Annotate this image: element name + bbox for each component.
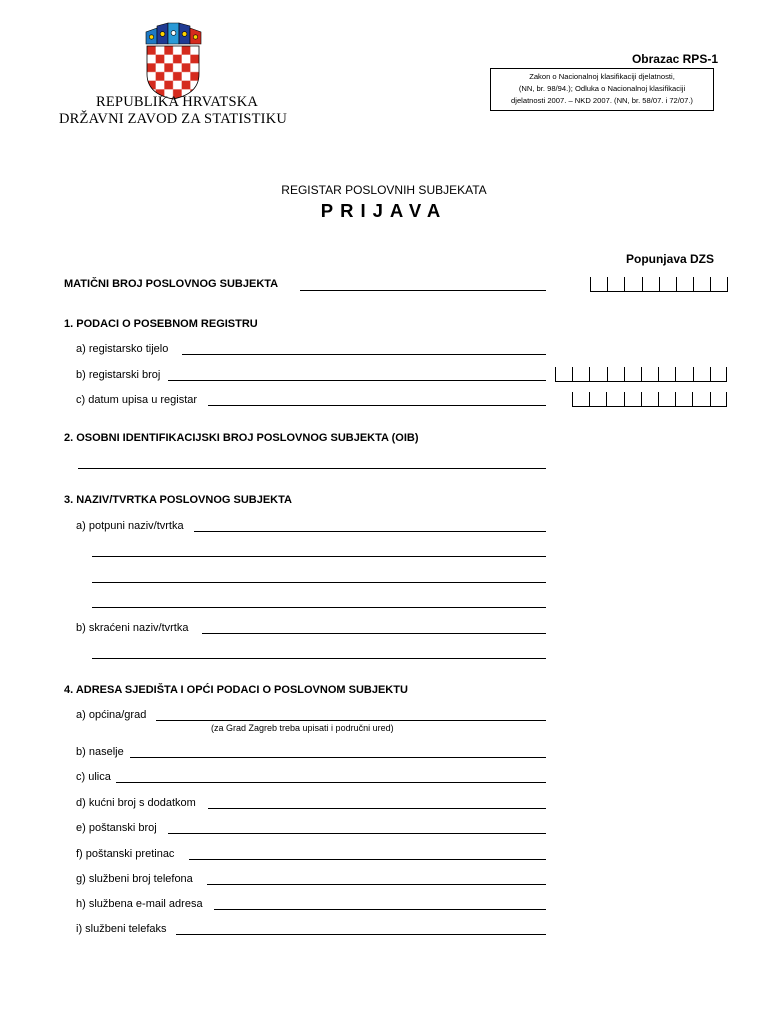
short-name-field[interactable] [202,633,546,634]
postal-code-label: e) poštanski broj [76,822,157,834]
municipality-field[interactable] [156,720,546,721]
house-number-label: d) kućni broj s dodatkom [76,797,196,809]
registry-number-boxes[interactable] [555,367,727,382]
registration-date-field[interactable] [208,405,546,406]
section-1-title: 1. PODACI O POSEBNOM REGISTRU [64,318,258,330]
crest-crown [146,23,201,44]
full-name-field[interactable] [194,531,546,532]
oib-field[interactable] [78,468,546,469]
register-title: REGISTAR POSLOVNIH SUBJEKATA [281,183,487,197]
legal-line: djelatnosti 2007. – NKD 2007. (NN, br. 58/07. i 72/07.) [511,96,693,105]
legal-line: (NN, br. 98/94.); Odluka o Nacionalnoj klasifikaciji [518,84,686,93]
registry-number-field[interactable] [168,380,546,381]
email-field[interactable] [214,909,546,910]
full-name-field-line-2[interactable] [92,556,546,557]
full-name-field-line-3[interactable] [92,582,546,583]
org-name-line1: REPUBLIKA HRVATSKA [96,94,259,110]
po-box-label: f) poštanski pretinac [76,848,175,860]
registration-number-boxes[interactable] [590,277,728,292]
short-name-field-line-2[interactable] [92,658,546,659]
settlement-label: b) naselje [76,746,124,758]
form-code: Obrazac RPS-1 [631,52,718,66]
email-label: h) službena e-mail adresa [76,898,203,910]
registration-date-label: c) datum upisa u registar [76,394,198,406]
municipality-hint: (za Grad Zagreb treba upisati i područni ured) [211,723,394,733]
section-2-title: 2. OSOBNI IDENTIFIKACIJSKI BROJ POSLOVNOG SUBJEKTA (OIB) [64,432,419,444]
fax-field[interactable] [176,934,546,935]
registration-number-label: MATIČNI BROJ POSLOVNOG SUBJEKTA [64,278,279,290]
street-field[interactable] [116,782,546,783]
house-number-field[interactable] [208,808,546,809]
registry-body-label: a) registarsko tijelo [76,343,169,355]
street-label: c) ulica [76,771,111,783]
registry-number-label: b) registarski broj [76,369,161,381]
section-3-title: 3. NAZIV/TVRTKA POSLOVNOG SUBJEKTA [64,494,292,506]
phone-field[interactable] [207,884,546,885]
registration-number-field[interactable] [300,290,546,291]
section-4-title: 4. ADRESA SJEDIŠTA I OPĆI PODACI O POSLOVNOM SUBJEKTU [64,684,408,696]
phone-label: g) službeni broj telefona [76,873,193,885]
municipality-label: a) općina/grad [76,709,147,721]
legal-reference-box [490,68,714,111]
filled-by-dzs-label: Popunjava DZS [625,252,714,266]
registry-body-field[interactable] [182,354,546,355]
full-name-label: a) potpuni naziv/tvrtka [76,520,184,532]
po-box-field[interactable] [189,859,546,860]
page-title: PRIJAVA [320,200,448,221]
settlement-field[interactable] [130,757,546,758]
registration-date-boxes[interactable] [572,392,727,407]
org-name-line2: DRŽAVNI ZAVOD ZA STATISTIKU [59,111,288,127]
legal-line: Zakon o Nacionalnoj klasifikaciji djelatnosti, [529,72,675,81]
full-name-field-line-4[interactable] [92,607,546,608]
fax-label: i) službeni telefaks [76,923,167,935]
postal-code-field[interactable] [168,833,546,834]
croatian-coat-of-arms [141,22,205,100]
short-name-label: b) skraćeni naziv/tvrtka [76,622,189,634]
